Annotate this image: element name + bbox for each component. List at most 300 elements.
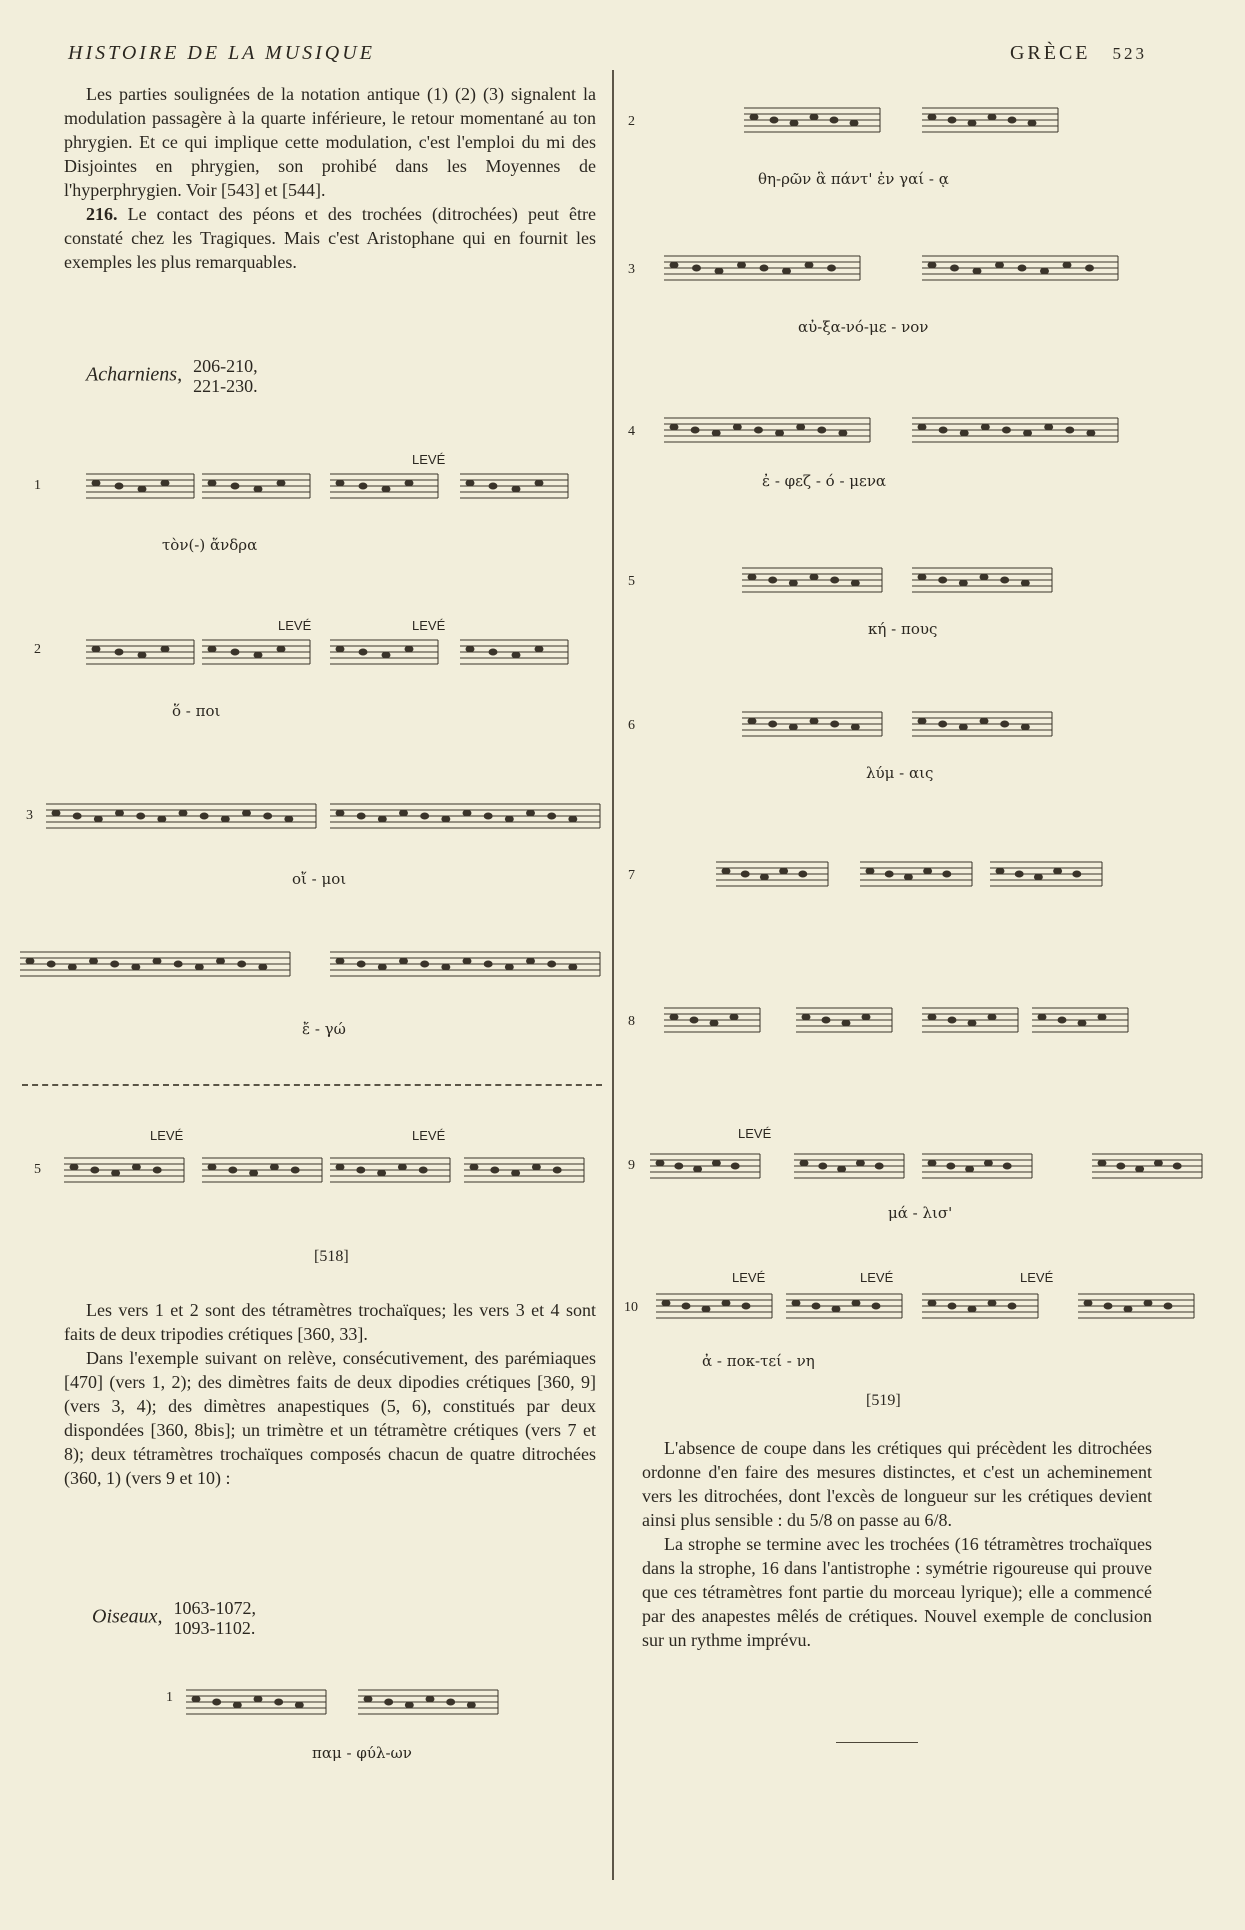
note-head — [939, 577, 947, 583]
note-head — [378, 964, 386, 970]
note-head — [231, 649, 239, 655]
note-head — [378, 816, 386, 822]
note-head — [783, 268, 791, 274]
leve-marking: LEVÉ — [732, 1270, 766, 1285]
note-head — [382, 652, 390, 658]
section-number: 216. — [86, 204, 118, 224]
source-line: 1093-1102. — [173, 1618, 256, 1638]
note-head — [1104, 1303, 1112, 1309]
note-head — [535, 646, 543, 652]
running-section — [1010, 42, 1147, 65]
note-head — [792, 1300, 800, 1306]
note-head — [1084, 1300, 1092, 1306]
source-title: Acharniens, — [86, 363, 183, 386]
note-head — [419, 1167, 427, 1173]
note-head — [1098, 1160, 1106, 1166]
note-head — [702, 1306, 710, 1312]
note-head — [1073, 871, 1081, 877]
note-head — [116, 810, 124, 816]
example-number: 2 — [628, 114, 635, 129]
note-head — [548, 961, 556, 967]
note-head — [447, 1699, 455, 1705]
note-head — [968, 120, 976, 126]
note-head — [217, 958, 225, 964]
note-head — [980, 718, 988, 724]
note-head — [1002, 427, 1010, 433]
note-head — [400, 810, 408, 816]
note-head — [484, 813, 492, 819]
note-head — [996, 868, 1004, 874]
left-column — [64, 82, 596, 274]
note-head — [1063, 262, 1071, 268]
note-head — [92, 646, 100, 652]
note-head — [862, 1014, 870, 1020]
note-head — [838, 1166, 846, 1172]
note-head — [357, 813, 365, 819]
leve-marking: LEVÉ — [412, 452, 446, 467]
note-head — [1066, 427, 1074, 433]
note-head — [828, 265, 836, 271]
note-head — [243, 810, 251, 816]
note-head — [1001, 577, 1009, 583]
note-head — [357, 961, 365, 967]
note-head — [421, 961, 429, 967]
example-number: 9 — [628, 1158, 635, 1173]
example-number: 3 — [628, 262, 635, 277]
note-head — [1001, 721, 1009, 727]
note-head — [73, 813, 81, 819]
note-head — [928, 262, 936, 268]
note-head — [1117, 1163, 1125, 1169]
note-head — [948, 1017, 956, 1023]
note-head — [505, 816, 513, 822]
paragraph-text: Le contact des péons et des trochées (ditrochées) peut être constaté chez les Tragiques. Mais c'est Aristophane qui en fournit les exemples les plus remarquables. — [64, 204, 596, 272]
note-head — [810, 574, 818, 580]
note-head — [400, 958, 408, 964]
source-line: 221-230. — [193, 376, 258, 396]
note-head — [812, 1303, 820, 1309]
note-head — [91, 1167, 99, 1173]
note-head — [1008, 117, 1016, 123]
greek-text: ἀ - ποκ-τεί - νη — [702, 1352, 815, 1370]
note-head — [851, 580, 859, 586]
note-head — [1008, 1303, 1016, 1309]
section-separator — [22, 1084, 602, 1086]
example-number: 3 — [26, 808, 33, 823]
note-head — [466, 480, 474, 486]
example-number: 4 — [628, 424, 635, 439]
end-rule — [836, 1742, 918, 1743]
note-head — [818, 427, 826, 433]
note-head — [1018, 265, 1026, 271]
example-number: 5 — [628, 574, 635, 589]
note-head — [670, 424, 678, 430]
note-head — [712, 430, 720, 436]
note-head — [872, 1303, 880, 1309]
note-head — [802, 1014, 810, 1020]
note-head — [364, 1696, 372, 1702]
note-head — [918, 424, 926, 430]
note-head — [1041, 268, 1049, 274]
note-head — [221, 816, 229, 822]
note-head — [359, 649, 367, 655]
note-head — [115, 483, 123, 489]
note-head — [675, 1163, 683, 1169]
note-head — [996, 262, 1004, 268]
note-head — [336, 646, 344, 652]
note-head — [830, 117, 838, 123]
note-head — [491, 1167, 499, 1173]
note-head — [463, 810, 471, 816]
note-head — [939, 721, 947, 727]
note-head — [1003, 1163, 1011, 1169]
note-head — [254, 486, 262, 492]
note-head — [250, 1170, 258, 1176]
note-head — [805, 262, 813, 268]
note-head — [948, 1303, 956, 1309]
leve-marking: LEVÉ — [1020, 1270, 1054, 1285]
note-head — [988, 1014, 996, 1020]
note-head — [1086, 265, 1094, 271]
greek-text: οἴ - μοι — [292, 870, 347, 888]
note-head — [275, 1699, 283, 1705]
note-head — [238, 961, 246, 967]
note-head — [512, 652, 520, 658]
note-head — [831, 721, 839, 727]
note-head — [691, 427, 699, 433]
note-head — [690, 1017, 698, 1023]
note-head — [421, 813, 429, 819]
note-head — [1015, 871, 1023, 877]
paragraph: Les vers 1 et 2 sont des tétramètres trochaïques; les vers 3 et 4 sont faits de deux tripodies crétiques [360, 33]. — [64, 1300, 596, 1344]
note-head — [852, 1300, 860, 1306]
note-head — [132, 1164, 140, 1170]
note-head — [738, 262, 746, 268]
note-head — [548, 813, 556, 819]
left-column-lower — [64, 1298, 596, 1490]
note-head — [662, 1300, 670, 1306]
note-head — [94, 816, 102, 822]
note-head — [359, 483, 367, 489]
note-head — [1024, 430, 1032, 436]
note-head — [295, 1702, 303, 1708]
greek-text: μά - λισ' — [888, 1204, 953, 1222]
greek-text: ἐ - φεζ - ό - μενα — [762, 472, 887, 490]
note-head — [850, 120, 858, 126]
source-line: 1063-1072, — [173, 1598, 257, 1618]
paragraph: La strophe se termine avec les trochées (16 tétramètres trochaïques dans la strophe, 16 dans l'antistrophe : symétrie rigoureuse qui prouve que ces tétramètres font partie du morceau lyrique); elle a commencé par des anapestes mêlés de crétiques. Nouvel exemple de conclusion sur un rythme imprévu. — [642, 1534, 1152, 1650]
note-head — [710, 1020, 718, 1026]
note-head — [153, 958, 161, 964]
note-head — [799, 871, 807, 877]
greek-text: θη-ρῶν ἃ πάντ' ἐν γαί - ᾳ — [758, 170, 949, 188]
note-head — [943, 871, 951, 877]
note-head — [426, 1696, 434, 1702]
leve-marking: LEVÉ — [738, 1126, 772, 1141]
note-head — [208, 480, 216, 486]
note-head — [405, 646, 413, 652]
note-head — [489, 649, 497, 655]
note-head — [277, 646, 285, 652]
note-head — [769, 577, 777, 583]
figure-number: [518] — [314, 1248, 349, 1265]
paragraph: L'absence de coupe dans les crétiques qui précèdent les ditrochées ordonne d'en faire des mesures distinctes, et c'est un acheminement vers les ditrochées, dont l'excès de longueur sur les crétiques devient ainsi plus sensible : du 5/8 on passe au 6/8. — [642, 1438, 1152, 1530]
note-head — [988, 114, 996, 120]
note-head — [928, 1160, 936, 1166]
note-head — [132, 964, 140, 970]
note-head — [939, 427, 947, 433]
note-head — [1098, 1014, 1106, 1020]
note-head — [1028, 120, 1036, 126]
greek-text: παμ - φύλ-ων — [312, 1744, 412, 1762]
note-head — [200, 813, 208, 819]
note-head — [535, 480, 543, 486]
note-head — [398, 1164, 406, 1170]
note-head — [47, 961, 55, 967]
source-title: Oiseaux, — [92, 1605, 163, 1628]
note-head — [1164, 1303, 1172, 1309]
greek-text: ἔ - γώ — [302, 1020, 346, 1038]
example-number: 2 — [34, 642, 41, 657]
note-head — [505, 964, 513, 970]
note-head — [153, 1167, 161, 1173]
note-head — [208, 1164, 216, 1170]
note-head — [26, 958, 34, 964]
note-head — [1173, 1163, 1181, 1169]
note-head — [195, 964, 203, 970]
note-head — [161, 480, 169, 486]
note-head — [90, 958, 98, 964]
note-head — [924, 868, 932, 874]
note-head — [693, 265, 701, 271]
note-head — [378, 1170, 386, 1176]
note-head — [682, 1303, 690, 1309]
leve-marking: LEVÉ — [278, 618, 312, 633]
note-head — [382, 486, 390, 492]
note-head — [1136, 1166, 1144, 1172]
greek-text: κή - πους — [868, 620, 938, 638]
note-head — [948, 117, 956, 123]
note-head — [68, 964, 76, 970]
note-head — [1078, 1020, 1086, 1026]
note-head — [137, 813, 145, 819]
note-head — [1087, 430, 1095, 436]
greek-text: αὐ-ξα-νό-με - νον — [798, 318, 929, 336]
example-number: 10 — [624, 1300, 638, 1315]
note-head — [285, 816, 293, 822]
note-head — [138, 652, 146, 658]
note-head — [532, 1164, 540, 1170]
leve-marking: LEVÉ — [860, 1270, 894, 1285]
note-head — [968, 1306, 976, 1312]
note-head — [722, 1300, 730, 1306]
note-head — [385, 1699, 393, 1705]
paragraph: Dans l'exemple suivant on relève, consécutivement, des parémiaques [470] (vers 1, 2); des dimètres faits de deux dipodies crétiques [360, 9] (vers 3, 4); des dimètres anapestiques (5, 6), constitués par deux dispondées [360, 8bis]; un trimètre et un tétramètre crétiques (vers 7 et 8); deux tétramètres trochaïques composés chacun de quatre ditrochées (360, 1) (vers 9 et 10) : — [64, 1348, 596, 1488]
note-head — [1045, 424, 1053, 430]
note-head — [174, 961, 182, 967]
note-head — [527, 958, 535, 964]
note-head — [484, 961, 492, 967]
note-head — [254, 652, 262, 658]
note-head — [694, 1166, 702, 1172]
note-head — [553, 1167, 561, 1173]
note-head — [973, 268, 981, 274]
note-head — [1124, 1306, 1132, 1312]
paragraph — [64, 202, 596, 274]
note-head — [270, 1164, 278, 1170]
note-head — [231, 483, 239, 489]
note-head — [750, 114, 758, 120]
note-head — [875, 1163, 883, 1169]
note-head — [904, 874, 912, 880]
note-head — [776, 430, 784, 436]
column-divider — [612, 70, 614, 1880]
section-title: GRÈCE — [1009, 42, 1091, 64]
note-head — [733, 424, 741, 430]
example-number: 1 — [34, 478, 41, 493]
figure-number: [519] — [866, 1392, 901, 1409]
note-head — [1154, 1160, 1162, 1166]
example-number: 1 — [166, 1690, 173, 1705]
note-head — [656, 1160, 664, 1166]
note-head — [832, 1306, 840, 1312]
note-head — [839, 430, 847, 436]
note-head — [277, 480, 285, 486]
note-head — [466, 646, 474, 652]
note-head — [959, 724, 967, 730]
note-head — [233, 1702, 241, 1708]
note-head — [722, 868, 730, 874]
source-reference — [86, 356, 258, 396]
note-head — [467, 1702, 475, 1708]
note-head — [797, 424, 805, 430]
note-head — [715, 268, 723, 274]
greek-text: τὸν(-) ἄνδρα — [162, 536, 258, 554]
leve-marking: LEVÉ — [412, 618, 446, 633]
note-head — [790, 120, 798, 126]
note-head — [336, 958, 344, 964]
note-head — [1144, 1300, 1152, 1306]
note-head — [918, 718, 926, 724]
leve-marking: LEVÉ — [412, 1128, 446, 1143]
note-head — [769, 721, 777, 727]
greek-text: ὅ - ποι — [172, 702, 221, 720]
note-head — [984, 1160, 992, 1166]
note-head — [179, 810, 187, 816]
note-head — [810, 114, 818, 120]
note-head — [1054, 868, 1062, 874]
note-head — [928, 1300, 936, 1306]
note-head — [789, 580, 797, 586]
note-head — [760, 874, 768, 880]
note-head — [336, 1164, 344, 1170]
note-head — [111, 961, 119, 967]
note-head — [741, 871, 749, 877]
example-number: 8 — [628, 1014, 635, 1029]
note-head — [405, 1702, 413, 1708]
note-head — [70, 1164, 78, 1170]
running-title: HISTOIRE DE LA MUSIQUE — [68, 42, 375, 64]
note-head — [770, 117, 778, 123]
note-head — [988, 1300, 996, 1306]
note-head — [336, 810, 344, 816]
note-head — [960, 430, 968, 436]
note-head — [959, 580, 967, 586]
note-head — [264, 813, 272, 819]
note-head — [527, 810, 535, 816]
note-head — [512, 1170, 520, 1176]
note-head — [831, 577, 839, 583]
note-head — [918, 574, 926, 580]
right-column-lower — [642, 1436, 1152, 1652]
note-head — [980, 574, 988, 580]
note-head — [670, 1014, 678, 1020]
note-head — [161, 646, 169, 652]
note-head — [489, 483, 497, 489]
note-head — [780, 868, 788, 874]
note-head — [405, 480, 413, 486]
note-head — [357, 1167, 365, 1173]
note-head — [754, 427, 762, 433]
note-head — [115, 649, 123, 655]
note-head — [748, 718, 756, 724]
note-head — [928, 1014, 936, 1020]
example-number: 6 — [628, 718, 635, 733]
note-head — [512, 486, 520, 492]
note-head — [730, 1014, 738, 1020]
note-head — [731, 1163, 739, 1169]
note-head — [866, 868, 874, 874]
note-head — [1021, 724, 1029, 730]
note-head — [810, 718, 818, 724]
example-number: 7 — [628, 868, 635, 883]
note-head — [569, 964, 577, 970]
note-head — [92, 480, 100, 486]
note-head — [112, 1170, 120, 1176]
note-head — [742, 1303, 750, 1309]
source-reference — [92, 1598, 256, 1638]
note-head — [951, 265, 959, 271]
note-head — [981, 424, 989, 430]
page-number: 523 — [1112, 44, 1147, 63]
paragraph: Les parties soulignées de la notation antique (1) (2) (3) signalent la modulation passagère à la quarte inférieure, le retour momentané au ton phrygien. Et ce qui implique cette modulation, c'est l'emploi du mi des Disjointes en phrygien, son prohibé dans les Moyennes de l'hyperphrygien. Voir [543] et [544]. — [64, 84, 596, 200]
note-head — [229, 1167, 237, 1173]
note-head — [885, 871, 893, 877]
note-head — [569, 816, 577, 822]
note-head — [748, 574, 756, 580]
note-head — [851, 724, 859, 730]
note-head — [800, 1160, 808, 1166]
note-head — [966, 1166, 974, 1172]
note-head — [138, 486, 146, 492]
note-head — [1038, 1014, 1046, 1020]
note-head — [259, 964, 267, 970]
source-line: 206-210, — [193, 356, 258, 376]
greek-text: λύμ - αις — [866, 764, 934, 782]
note-head — [192, 1696, 200, 1702]
note-head — [712, 1160, 720, 1166]
note-head — [208, 646, 216, 652]
leve-marking: LEVÉ — [150, 1128, 184, 1143]
note-head — [463, 958, 471, 964]
note-head — [856, 1160, 864, 1166]
note-head — [213, 1699, 221, 1705]
note-head — [947, 1163, 955, 1169]
note-head — [928, 114, 936, 120]
note-head — [52, 810, 60, 816]
note-head — [336, 480, 344, 486]
note-head — [470, 1164, 478, 1170]
